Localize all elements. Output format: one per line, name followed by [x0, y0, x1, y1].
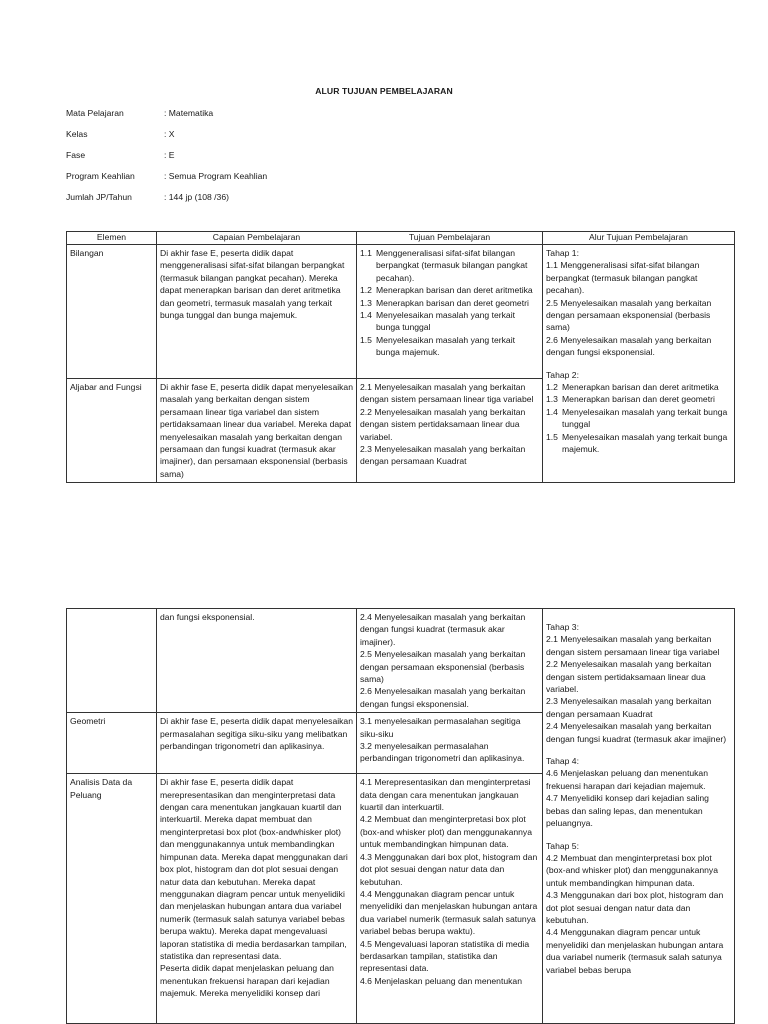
stage-heading: Tahap 3:	[546, 622, 579, 632]
list-item: 2.5 Menyelesaikan masalah yang berkaitan dengan persamaan eksponensial (berbasis sama)	[546, 297, 712, 333]
list-item: 2.4 Menyelesaikan masalah yang berkaitan dengan fungsi kuadrat (termasuk akar imajiner)	[546, 721, 727, 744]
list-item: 1.5 Menyelesaikan masalah yang terkait bunga majemuk.	[546, 431, 728, 455]
stage-heading: Tahap 5:	[546, 840, 579, 851]
document-meta	[66, 108, 267, 213]
list-item: 2.5 Menyelesaikan masalah yang berkaitan dengan persamaan eksponensial (berbasis sama)	[360, 649, 526, 685]
stage-heading: Tahap 1:	[546, 248, 579, 258]
list-item: 4.4 Menggunakan diagram pencar untuk menyelidiki dan menjelaskan hubungan antara dua variabel numerik (termasuk salah satunya variabel bebas berupa	[546, 927, 724, 975]
list-item: 1.3 Menerapkan barisan dan deret geometri	[546, 394, 715, 405]
list-item: 2.3 Menyelesaikan masalah yang berkaitan dengan persamaan Kuadrat	[360, 444, 526, 467]
header-alur: Alur Tujuan Pembelajaran	[543, 232, 735, 245]
list-item: 4.7 Menyelidiki konsep dari kejadian saling bebas dan saling lepas, dan menentukan peluangnya.	[546, 793, 709, 829]
meta-value: : 144 jp (108 /36)	[164, 192, 229, 202]
list-item: 2.1 Menyelesaikan masalah yang berkaitan dengan sistem persamaan linear tiga variabel	[546, 634, 720, 657]
list-item: 3.1 menyelesaikan permasalahan segitiga siku-siku	[360, 716, 521, 739]
list-item: 2.6 Menyelesaikan masalah yang berkaitan dengan fungsi eksponensial.	[546, 334, 712, 358]
tujuan-cell	[357, 245, 543, 379]
tujuan-cell	[357, 713, 543, 774]
meta-label: Jumlah JP/Tahun	[66, 192, 132, 202]
meta-row	[66, 108, 267, 129]
list-item: 1.2 Menerapkan barisan dan deret aritmetika	[546, 382, 719, 393]
elemen-cell: Analisis Data da Peluang	[67, 774, 157, 1024]
capaian-cell	[157, 774, 357, 1024]
list-item: 4.3 Menggunakan dari box plot, histogram dan dot plot sesuai dengan natur data dan kebutuhan.	[546, 890, 724, 925]
list-item: 2.1 Menyelesaikan masalah yang berkaitan dengan sistem persamaan linear tiga variabel	[360, 382, 534, 405]
paragraph: Peserta didik dapat menjelaskan peluang dan menentukan frekuensi harapan dari kejadian majemuk. Mereka menyelidiki konsep dari	[160, 963, 334, 999]
meta-value: : E	[164, 150, 175, 160]
meta-label: Fase	[66, 150, 86, 160]
tujuan-cell	[357, 774, 543, 1024]
elemen-cell: Bilangan	[67, 245, 157, 379]
list-item: 2.2 Menyelesaikan masalah yang berkaitan dengan sistem pertidaksamaan linear dua variabel.	[546, 659, 712, 695]
stage-heading: Tahap 4:	[546, 756, 579, 767]
capaian-cell: dan fungsi eksponensial.	[157, 609, 357, 713]
document-title: ALUR TUJUAN PEMBELAJARAN	[315, 86, 453, 96]
list-item: 2.3 Menyelesaikan masalah yang berkaitan dengan persamaan Kuadrat	[546, 696, 712, 719]
list-item: 4.6 Menjelaskan peluang dan menentukan frekuensi harapan dari kejadian majemuk.	[546, 768, 708, 791]
meta-row	[66, 192, 267, 213]
header-capaian: Capaian Pembelajaran	[157, 232, 357, 245]
list-item: 1.4 Menyelesaikan masalah yang terkait bunga tunggal	[360, 310, 516, 333]
capaian-cell: Di akhir fase E, peserta didik dapat menyelesaikan masalah yang berkaitan dengan sistem persamaan linear tiga variabel dan sistem pertidaksamaan linear dua variabel. Mereka dapat menyelesaikan masalah yang berkaitan dengan persamaan dan fungsi kuadrat (termasuk akar imajiner), dan persamaan eksponensial (berbasis sama)	[157, 379, 357, 483]
list-item: 1.2 Menerapkan barisan dan deret aritmetika	[360, 285, 533, 296]
tujuan-cell	[357, 379, 543, 483]
elemen-cell	[67, 609, 157, 713]
elemen-cell: Geometri	[67, 713, 157, 774]
meta-row	[66, 171, 267, 192]
alur-cell	[543, 245, 735, 483]
list-item: 2.2 Menyelesaikan masalah yang berkaitan dengan sistem pertidaksamaan linear dua variabel.	[360, 406, 526, 442]
tujuan-cell	[357, 609, 543, 713]
list-item: 4.5 Mengevaluasi laporan statistika di media berdasarkan tampilan, statistika dan representasi data.	[360, 938, 530, 974]
list-item: 4.6 Menjelaskan peluang dan menentukan	[360, 975, 522, 986]
atp-table-page-2	[66, 608, 735, 1024]
table-header-row	[67, 232, 735, 245]
alur-cell	[543, 609, 735, 1024]
list-item: 2.4 Menyelesaikan masalah yang berkaitan dengan fungsi kuadrat (termasuk akar imajiner).	[360, 612, 526, 647]
atp-table-page-1	[66, 231, 735, 483]
list-item: 1.4 Menyelesaikan masalah yang terkait bunga tunggal	[546, 406, 728, 430]
meta-label: Kelas	[66, 129, 88, 139]
list-item: 4.4 Menggunakan diagram pencar untuk menyelidiki dan menjelaskan hubungan antara dua variabel numerik (termasuk salah satunya variabel bebas berupa waktu).	[360, 888, 538, 937]
list-item: 4.3 Menggunakan dari box plot, histogram dan dot plot sesuai dengan natur data dan kebutuhan.	[360, 851, 538, 887]
meta-row	[66, 129, 267, 150]
meta-value: : X	[164, 129, 175, 139]
list-item: 1.5 Menyelesaikan masalah yang terkait bunga majemuk.	[360, 334, 516, 358]
meta-label: Program Keahlian	[66, 171, 135, 181]
list-item: 4.2 Membuat dan menginterpretasi box plot (box-and whisker plot) dan menggunakannya untuk membandingkan himpunan data.	[360, 814, 532, 850]
meta-row	[66, 150, 267, 171]
stage-heading: Tahap 2:	[546, 369, 579, 380]
meta-value: : Semua Program Keahlian	[164, 171, 268, 181]
list-item: 2.6 Menyelesaikan masalah yang berkaitan dengan fungsi eksponensial.	[360, 686, 526, 709]
list-item: 1.1 Menggeneralisasi sifat-sifat bilangan berpangkat (termasuk bilangan pangkat pecahan).	[360, 248, 528, 283]
table-row-continued	[67, 609, 735, 713]
paragraph: Di akhir fase E, peserta didik dapat merepresentasikan dan menginterpretasi data dengan cara menentukan jangkauan kuartil dan interkuartil. Mereka dapat membuat dan menginterpretasi box plot (box-andwhisker plot) dan menggunakannya untuk membandingkan himpunan data. Mereka dapat menggunakan dari box plot, histogram dan dot plot sesuai dengan natur data dan kebutuhan. Mereka dapat menggunakan diagram pencar untuk menyelidiki dan menjelaskan hubungan antara dua variabel numerik (termasuk salah satunya variabel bebas berupa waktu). Mereka dapat mengevaluasi laporan statistika di media berdasarkan tampilan, statistika dan representasi data.	[160, 777, 348, 961]
meta-value: : Matematika	[164, 108, 214, 118]
header-tujuan: Tujuan Pembelajaran	[357, 232, 543, 245]
capaian-cell: Di akhir fase E, peserta didik dapat menyelesaikan permasalahan segitiga siku-siku yang melibatkan perbandingan trigonometri dan aplikasinya.	[157, 713, 357, 774]
capaian-cell: Di akhir fase E, peserta didik dapat menggeneralisasi sifat-sifat bilangan berpangkat (termasuk bilangan pangkat pecahan). Mereka dapat menerapkan barisan dan deret aritmetika dan geometri, termasuk masalah yang terkait bunga tunggal dan bunga majemuk.	[157, 245, 357, 379]
list-item: 1.3 Menerapkan barisan dan deret geometri	[360, 297, 529, 308]
meta-label: Mata Pelajaran	[66, 108, 124, 118]
list-item: 3.2 menyelesaikan permasalahan perbandingan trigonometri dan aplikasinya.	[360, 741, 525, 764]
list-item: 4.1 Merepresentasikan dan menginterpretasi data dengan cara menentukan jangkauan kuartil dan interkuartil.	[360, 777, 531, 813]
elemen-cell: Aljabar and Fungsi	[67, 379, 157, 483]
header-elemen: Elemen	[67, 232, 157, 245]
table-row-bilangan	[67, 245, 735, 379]
list-item: 4.2 Membuat dan menginterpretasi box plot (box-and whisker plot) dan menggunakannya untuk membandingkan himpunan data.	[546, 852, 718, 888]
list-item: 1.1 Menggeneralisasi sifat-sifat bilangan berpangkat (termasuk bilangan pangkat pecahan).	[546, 260, 700, 296]
